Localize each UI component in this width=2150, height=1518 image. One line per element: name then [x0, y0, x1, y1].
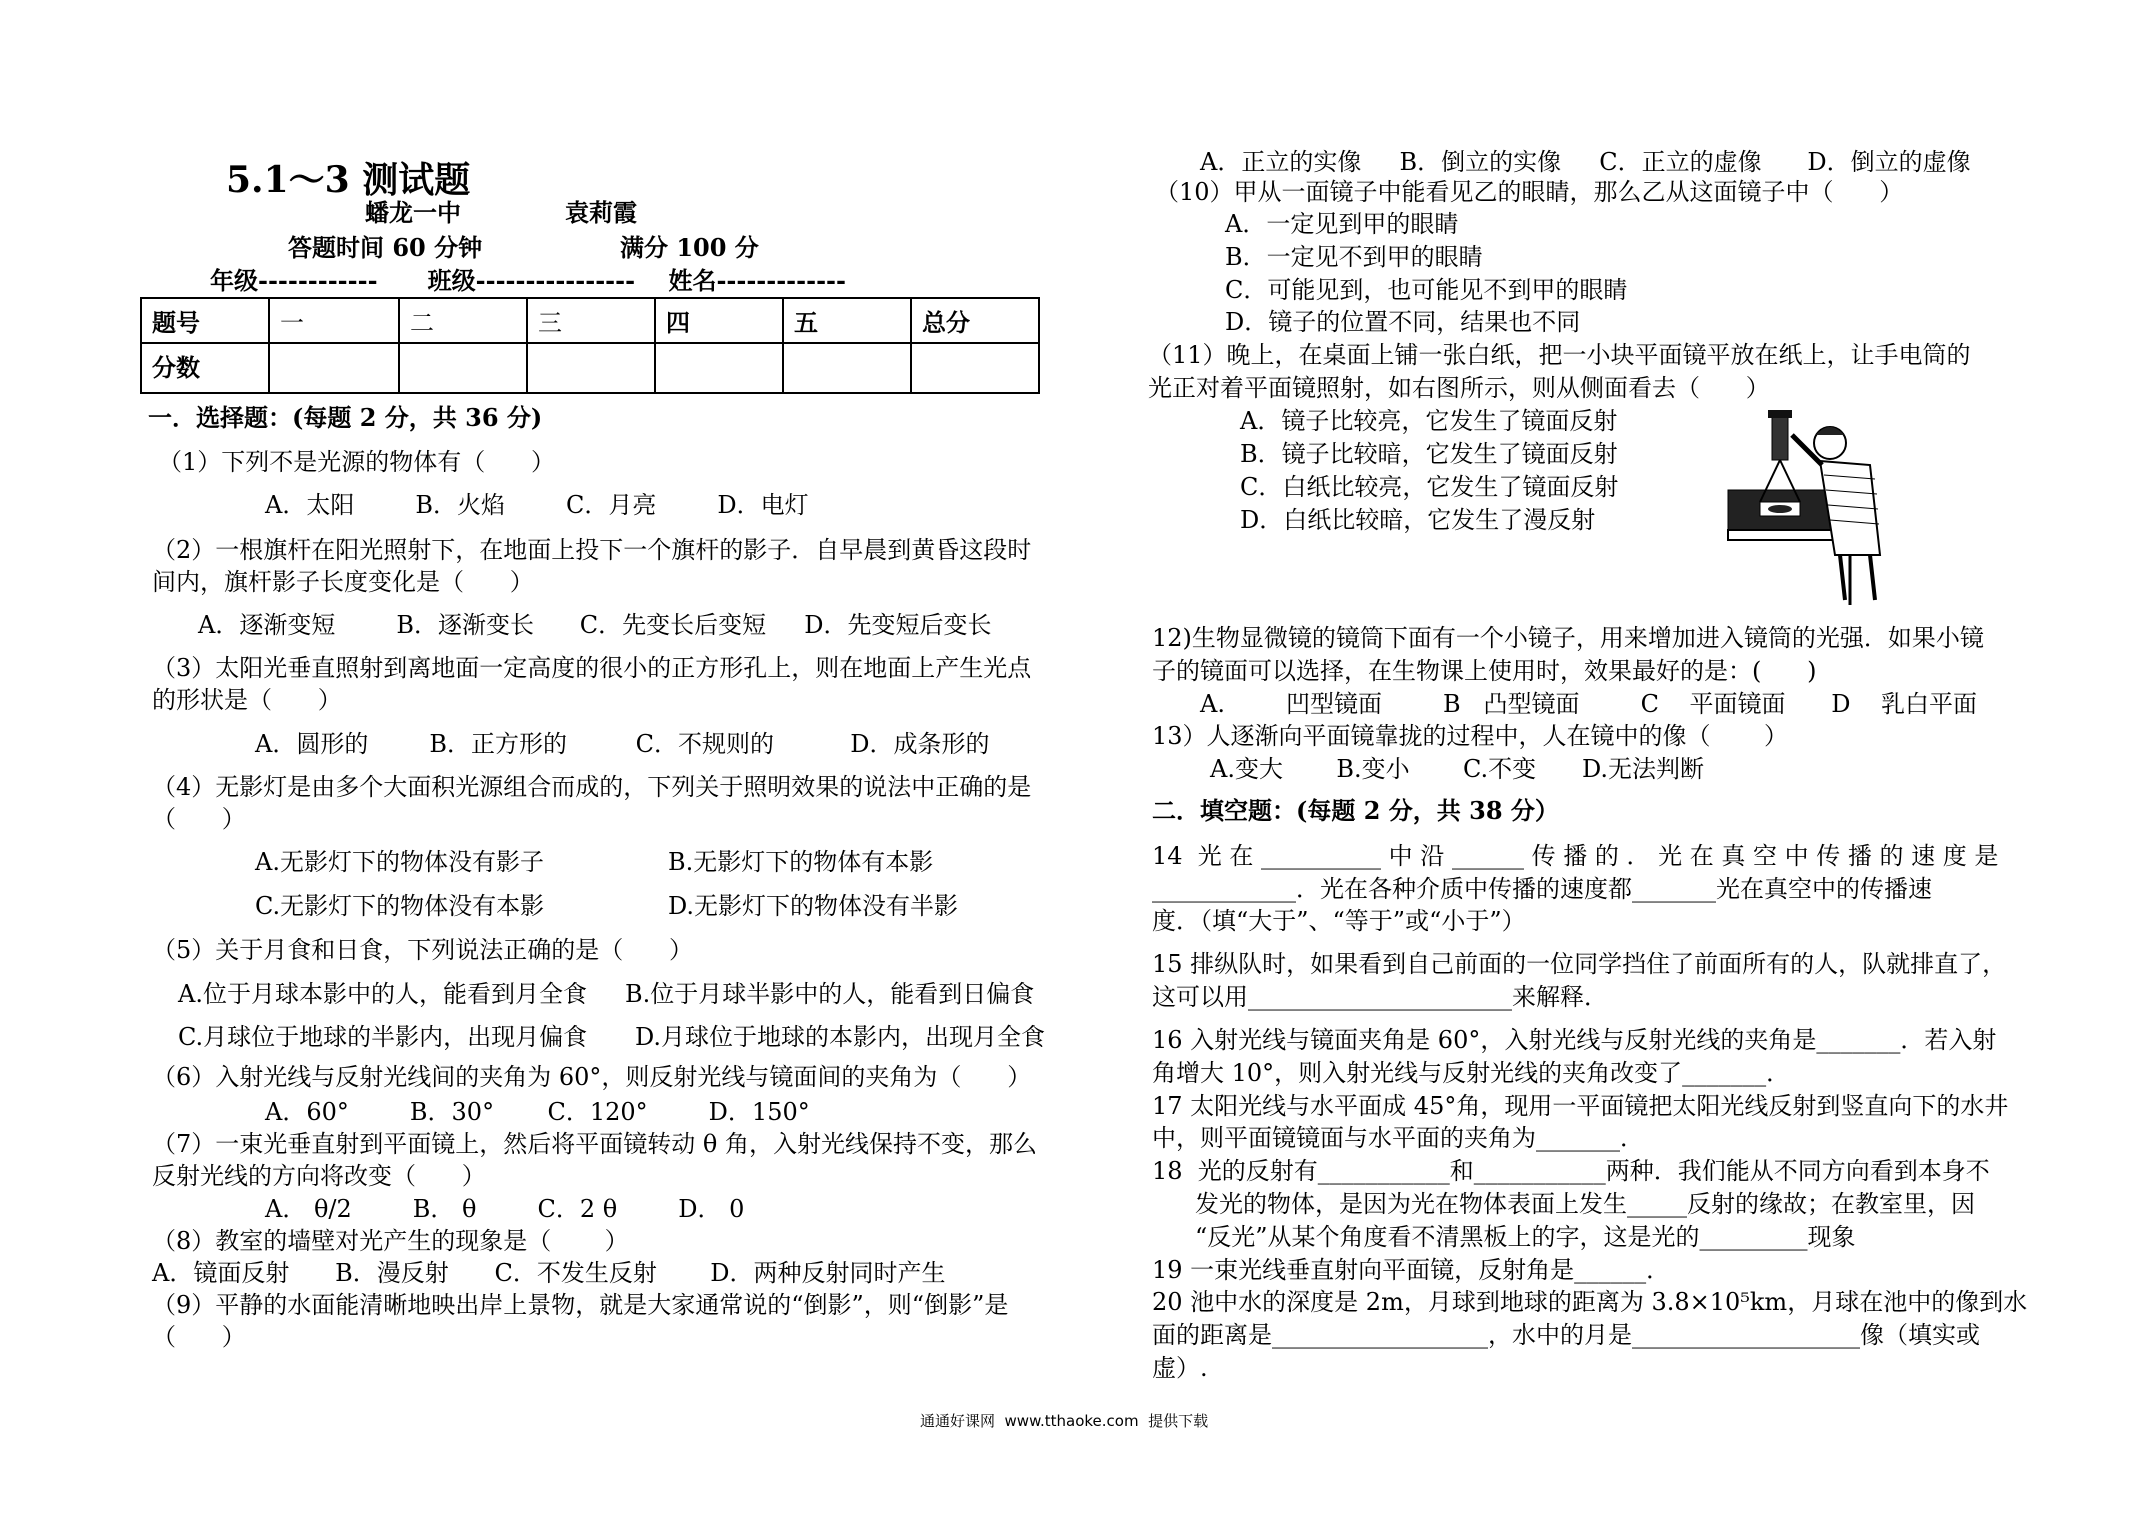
question-7-line1: （7）一束光垂直射到平面镜上，然后将平面镜转动 θ 角，入射光线保持不变，那么	[152, 1130, 1037, 1158]
question-20-line1: 20 池中水的深度是 2m，月球到地球的距离为 3.8×10⁵km，月球在池中的像到水	[1152, 1288, 2028, 1316]
question-4-line2: （ ）	[152, 805, 246, 833]
student-info-line: 年级------------ 班级---------------- 姓名-------------	[210, 266, 846, 295]
question-4-option-a: A.无影灯下的物体没有影子	[255, 848, 544, 876]
question-4-line1: （4）无影灯是由多个大面积光源组合而成的，下列关于照明效果的说法中正确的是	[152, 773, 1032, 801]
question-2-line2: 间内，旗杆影子长度变化是（ ）	[152, 568, 534, 596]
table-cell: 分数	[141, 343, 269, 393]
question-10-option-a: A．一定见到甲的眼睛	[1225, 210, 1459, 238]
question-12-options: A. 凹型镜面 B 凸型镜面 C 平面镜面 D 乳白平面	[1200, 690, 1977, 718]
question-11-option-c: C．白纸比较亮，它发生了镜面反射	[1240, 473, 1619, 501]
question-2-options: A．逐渐变短 B．逐渐变长 C．先变长后变短 D．先变短后变长	[198, 611, 992, 639]
question-14-line3: 度．（填“大于”、“等于”或“小于”）	[1152, 907, 1526, 935]
question-11-line1: （11）晚上，在桌面上铺一张白纸，把一小块平面镜平放在纸上，让手电筒的	[1148, 341, 1971, 369]
question-1-options: A．太阳 B．火焰 C．月亮 D．电灯	[265, 491, 809, 519]
question-6: （6）入射光线与反射光线间的夹角为 60°，则反射光线与镜面间的夹角为（ ）	[152, 1063, 1032, 1091]
table-cell: 三	[527, 298, 655, 343]
question-5-option-b: B.位于月球半影中的人，能看到日偏食	[625, 980, 1035, 1008]
question-5-option-d: D.月球位于地球的本影内，出现月全食	[635, 1023, 1046, 1051]
section-heading-fill: 二．填空题：(每题 2 分，共 38 分）	[1152, 796, 1559, 825]
question-12-line1: 12)生物显微镜的镜筒下面有一个小镜子，用来增加进入镜筒的光强．如果小镜	[1152, 624, 1984, 652]
question-14-line2: ____________．光在各种介质中传播的速度都_______光在真空中的传播速	[1152, 875, 1932, 903]
question-11-option-d: D．白纸比较暗，它发生了漫反射	[1240, 506, 1596, 534]
score-input-cell[interactable]	[655, 343, 783, 393]
question-10-option-b: B．一定见不到甲的眼睛	[1225, 243, 1483, 271]
question-8: （8）教室的墙壁对光产生的现象是（ ）	[152, 1227, 629, 1255]
table-cell: 总分	[911, 298, 1039, 343]
question-6-options: A．60° B．30° C．120° D．150°	[265, 1098, 810, 1126]
score-input-cell[interactable]	[269, 343, 399, 393]
exam-time: 答题时间 60 分钟	[288, 233, 483, 262]
school-name: 蟠龙一中	[365, 198, 461, 227]
question-10-option-d: D．镜子的位置不同，结果也不同	[1225, 308, 1581, 336]
question-15-line2: 这可以用______________________来解释．	[1152, 983, 1608, 1011]
question-13-options: A.变大 B.变小 C.不变 D.无法判断	[1210, 755, 1704, 783]
question-15-line1: 15 排纵队时，如果看到自己前面的一位同学挡住了前面所有的人，队就排直了，	[1152, 950, 2007, 978]
question-18-line3: “反光”从某个角度看不清黑板上的字，这是光的_________现象	[1195, 1223, 1856, 1251]
question-8-options: A．镜面反射 B．漫反射 C．不发生反射 D．两种反射同时产生	[152, 1259, 946, 1287]
question-2-line1: （2）一根旗杆在阳光照射下，在地面上投下一个旗杆的影子．自早晨到黄昏这段时	[152, 536, 1032, 564]
table-row	[141, 298, 1039, 343]
page-title: 5.1～3 测试题	[226, 159, 471, 201]
question-10-option-c: C．可能见到，也可能见不到甲的眼睛	[1225, 276, 1628, 304]
table-cell: 五	[783, 298, 911, 343]
question-1: （1）下列不是光源的物体有（ ）	[158, 448, 556, 476]
full-score: 满分 100 分	[620, 233, 759, 262]
question-17-line2: 中，则平面镜镜面与水平面的夹角为_______．	[1152, 1124, 1644, 1152]
question-10: （10）甲从一面镜子中能看见乙的眼睛，那么乙从这面镜子中（ ）	[1155, 178, 1904, 206]
table-cell: 题号	[141, 298, 269, 343]
score-input-cell[interactable]	[783, 343, 911, 393]
flashlight-experiment-figure	[1720, 405, 1900, 605]
question-9-options: A．正立的实像 B．倒立的实像 C．正立的虚像 D．倒立的虚像	[1200, 148, 1971, 176]
question-11-option-b: B．镜子比较暗，它发生了镜面反射	[1240, 440, 1618, 468]
question-11-option-a: A．镜子比较亮，它发生了镜面反射	[1240, 407, 1618, 435]
score-table	[140, 297, 1040, 394]
score-input-cell[interactable]	[399, 343, 527, 393]
question-14-line1: 14 光 在 __________ 中 沿 ______ 传 播 的 ． 光 在 真 空 中 传 播 的 速 度 是	[1152, 842, 1999, 870]
question-16-line1: 16 入射光线与镜面夹角是 60°，入射光线与反射光线的夹角是_______．若入射	[1152, 1026, 1997, 1054]
question-18-line2: 发光的物体，是因为光在物体表面上发生_____反射的缘故；在教室里，因	[1195, 1190, 1975, 1218]
question-20-line3: 虚）.	[1152, 1354, 1208, 1382]
question-3-line2: 的形状是（ ）	[152, 686, 342, 714]
question-9-line1: （9）平静的水面能清晰地映出岸上景物，就是大家通常说的“倒影”，则“倒影”是	[152, 1291, 1009, 1319]
question-5-option-a: A.位于月球本影中的人，能看到月全食	[178, 980, 587, 1008]
question-11-line2: 光正对着平面镜照射，如右图所示，则从侧面看去（ ）	[1148, 374, 1770, 402]
score-input-cell[interactable]	[527, 343, 655, 393]
question-4-option-b: B.无影灯下的物体有本影	[668, 848, 934, 876]
question-13: 13）人逐渐向平面镜靠拢的过程中，人在镜中的像（ ）	[1152, 722, 1788, 750]
question-5: （5）关于月食和日食，下列说法正确的是（ ）	[152, 936, 694, 964]
question-3-line1: （3）太阳光垂直照射到离地面一定高度的很小的正方形孔上，则在地面上产生光点	[152, 654, 1032, 682]
question-4-option-d: D.无影灯下的物体没有半影	[668, 892, 959, 920]
question-3-options: A．圆形的 B．正方形的 C．不规则的 D．成条形的	[255, 730, 990, 758]
table-cell: 四	[655, 298, 783, 343]
question-19: 19 一束光线垂直射向平面镜，反射角是______．	[1152, 1256, 1671, 1284]
section-heading-choice: 一．选择题：(每题 2 分，共 36 分)	[148, 403, 543, 432]
question-17-line1: 17 太阳光线与水平面成 45°角，现用一平面镜把太阳光线反射到竖直向下的水井	[1152, 1092, 2009, 1120]
question-4-option-c: C.无影灯下的物体没有本影	[255, 892, 545, 920]
question-7-options: A． θ/2 B． θ C．2 θ D． 0	[265, 1195, 745, 1223]
question-18-line1: 18 光的反射有___________和___________两种．我们能从不同方向看到本身不	[1152, 1157, 1990, 1185]
question-12-line2: 子的镜面可以选择，在生物课上使用时，效果最好的是：( )	[1152, 657, 1817, 685]
table-cell: 一	[269, 298, 399, 343]
question-5-option-c: C.月球位于地球的半影内，出现月偏食	[178, 1023, 588, 1051]
question-9-line2: （ ）	[152, 1323, 246, 1351]
question-7-line2: 反射光线的方向将改变（ ）	[152, 1162, 486, 1190]
table-row	[141, 343, 1039, 393]
question-20-line2: 面的距离是__________________，水中的月是___________________像（填实或	[1152, 1321, 1980, 1349]
score-input-cell[interactable]	[911, 343, 1039, 393]
footer-source: 通通好课网 www.tthaoke.com 提供下载	[920, 1412, 1209, 1430]
table-cell: 二	[399, 298, 527, 343]
question-16-line2: 角增大 10°，则入射光线与反射光线的夹角改变了_______．	[1152, 1059, 1791, 1087]
teacher-name: 袁莉霞	[565, 198, 637, 227]
